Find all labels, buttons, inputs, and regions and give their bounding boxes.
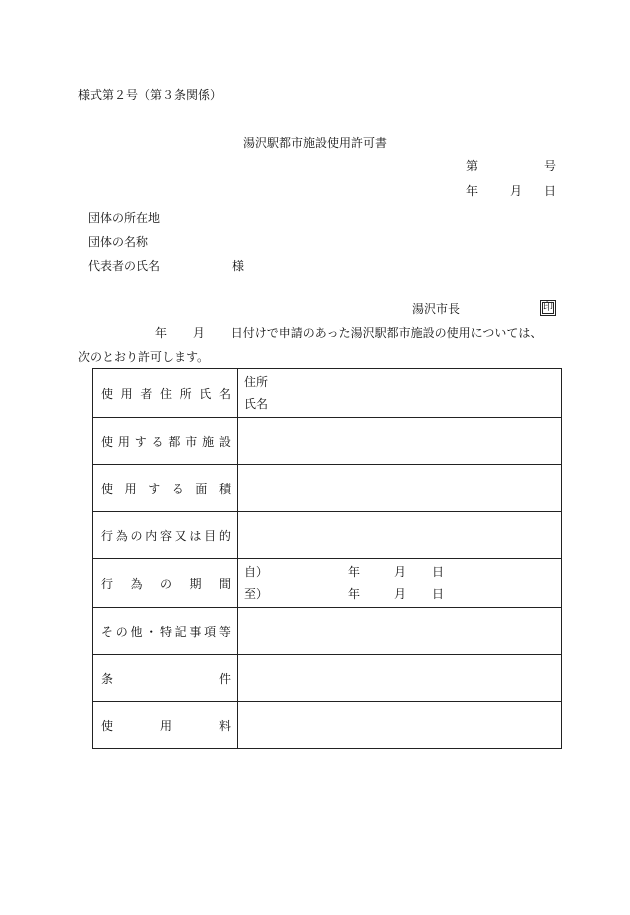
row-label-period: [93, 559, 238, 608]
applicant-fields: [88, 206, 245, 278]
period-from-marker: 自）: [244, 565, 269, 579]
table-row-period: [93, 559, 562, 608]
row-label-facility: [93, 418, 238, 465]
row-label-text: そ の 他 ・ 特 記 事 項 等: [101, 624, 231, 639]
period-month: 月: [394, 587, 407, 601]
body-line-2: 次のとおり許可します。: [78, 350, 210, 364]
seal-mark: 印: [540, 300, 556, 316]
mayor-title: 湯沢市長: [412, 302, 461, 316]
issue-number: [466, 157, 556, 174]
row-label-text: 使 用 す る 面 積: [101, 481, 231, 496]
honorific: 様: [232, 259, 245, 273]
row-value-period[interactable]: [238, 559, 562, 608]
body-year: 年: [155, 326, 168, 340]
body-month: 月: [192, 326, 205, 340]
table-row-user-address-name: [93, 369, 562, 418]
row-label-text: 使 用 料: [101, 718, 231, 733]
body-line-1: [155, 324, 542, 341]
document-title: 湯沢駅都市施設使用許可書: [242, 136, 387, 150]
form-number: 様式第２号（第３条関係）: [78, 88, 223, 102]
table-row-fee: [93, 702, 562, 749]
mayor-signature: [412, 300, 553, 317]
permit-table: [92, 368, 562, 749]
issue-year: 年: [466, 184, 479, 198]
table-row-purpose: [93, 512, 562, 559]
row-value-user-address-name[interactable]: [238, 369, 562, 418]
body-text: 日付けで申請のあった湯沢駅都市施設の使用については、: [230, 326, 543, 340]
issue-number-suffix: 号: [543, 159, 556, 173]
row-value-purpose[interactable]: [238, 512, 562, 559]
row-label-text: 行 為 の 内 容 又 は 目 的: [101, 528, 231, 543]
table-row-conditions: [93, 655, 562, 702]
period-year: 年: [348, 565, 361, 579]
row-label-other-notes: [93, 608, 238, 655]
row-value-facility[interactable]: [238, 418, 562, 465]
row-label-fee: [93, 702, 238, 749]
org-name-label: 団体の名称: [88, 235, 149, 249]
row-value-fee[interactable]: [238, 702, 562, 749]
table-row-other-notes: [93, 608, 562, 655]
row-label-area: [93, 465, 238, 512]
representative-label: 代表者の氏名: [88, 259, 161, 273]
row-label-text: 使 用 す る 都 市 施 設: [101, 434, 231, 449]
row-label-purpose: [93, 512, 238, 559]
representative-row: [88, 254, 245, 278]
period-to: [244, 583, 555, 605]
row-label-text: 使 用 者 住 所 氏 名: [101, 386, 231, 401]
issue-number-prefix: 第: [466, 159, 479, 173]
table-row-facility: [93, 418, 562, 465]
row-value-conditions[interactable]: [238, 655, 562, 702]
issue-month: 月: [510, 184, 523, 198]
issue-day: 日: [543, 184, 556, 198]
period-from: [244, 561, 555, 583]
row-value-other-notes[interactable]: [238, 608, 562, 655]
row-label-conditions: [93, 655, 238, 702]
row-value-label: 住所: [244, 375, 269, 389]
period-day: 日: [432, 587, 445, 601]
org-address-label: 団体の所在地: [88, 211, 161, 225]
row-label-user-address-name: [93, 369, 238, 418]
row-label-text: 行 為 の 期 間: [101, 576, 231, 591]
table-row-area: [93, 465, 562, 512]
row-value-area[interactable]: [238, 465, 562, 512]
issue-date: [466, 182, 556, 199]
period-day: 日: [432, 565, 445, 579]
row-label-text: 条 件: [101, 671, 231, 686]
row-value-label: 氏名: [244, 397, 269, 411]
period-month: 月: [394, 565, 407, 579]
period-year: 年: [348, 587, 361, 601]
period-to-marker: 至）: [244, 587, 269, 601]
